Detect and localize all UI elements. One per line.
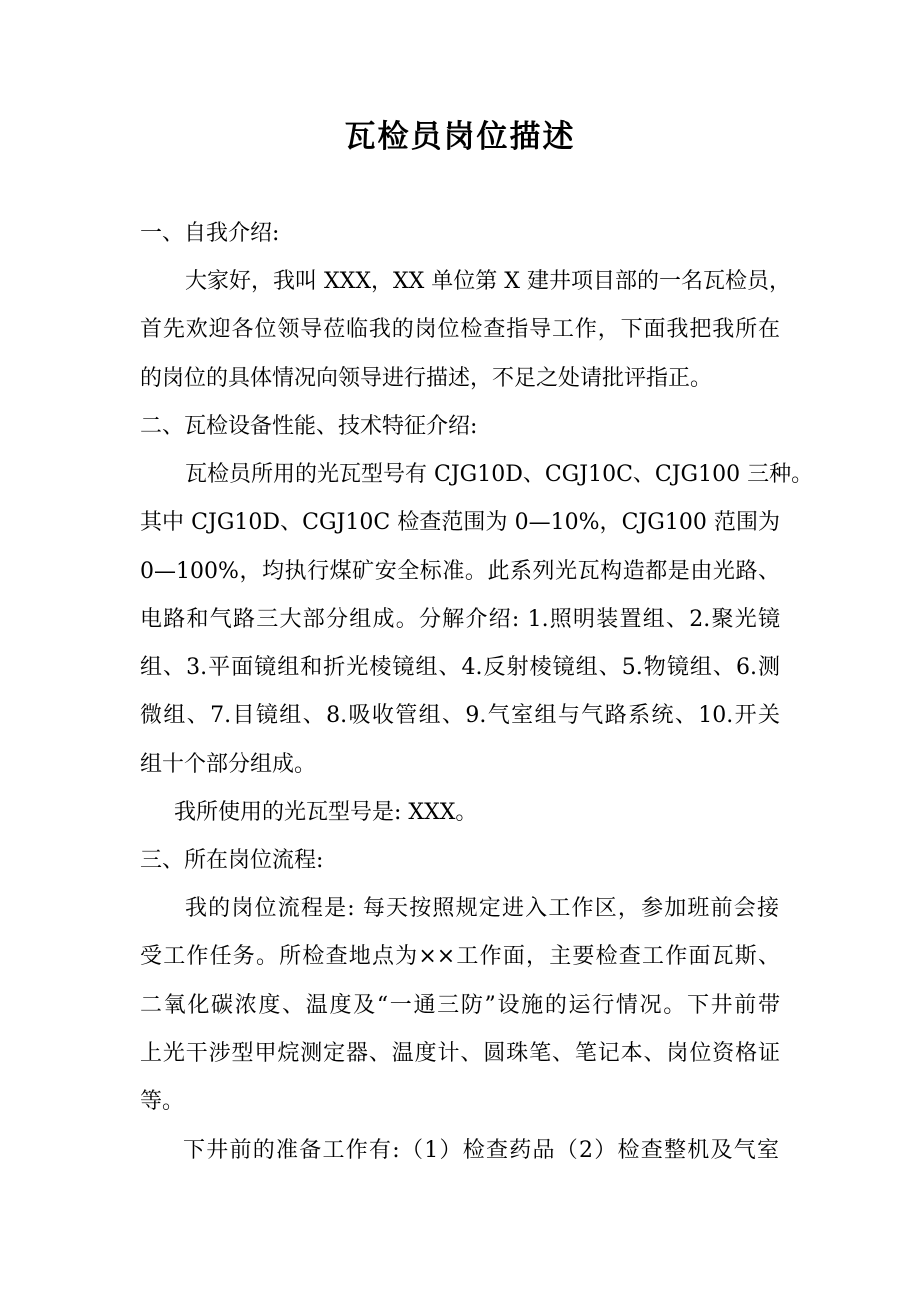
paragraph-line: 其中 CJG10D、CGJ10C 检查范围为 0—10%，CJG100 范围为 [140, 510, 780, 535]
paragraph-line: 瓦检员所用的光瓦型号有 CJG10D、CGJ10C、CJG100 三种。 [185, 462, 814, 487]
paragraph-line: 我所使用的光瓦型号是: XXX。 [174, 800, 478, 825]
paragraph-line: 组、3.平面镜组和折光棱镜组、4.反射棱镜组、5.物镜组、6.测 [140, 655, 780, 680]
paragraph-line: 上光干涉型甲烷测定器、温度计、圆珠笔、笔记本、岗位资格证 [140, 1041, 780, 1066]
section-heading-3: 三、所在岗位流程: [140, 848, 324, 873]
paragraph-line: 等。 [140, 1089, 185, 1114]
paragraph-line: 组十个部分组成。 [140, 752, 317, 777]
paragraph-line: 我的岗位流程是: 每天按照规定进入工作区，参加班前会接 [185, 896, 779, 921]
paragraph-line: 大家好，我叫 XXX，XX 单位第 X 建井项目部的一名瓦检员， [185, 269, 791, 294]
section-heading-2: 二、瓦检设备性能、技术特征介绍: [140, 414, 478, 439]
paragraph-line: 0—100%，均执行煤矿安全标准。此系列光瓦构造都是由光路、 [140, 559, 780, 584]
paragraph-line: 首先欢迎各位领导莅临我的岗位检查指导工作，下面我把我所在 [140, 317, 780, 342]
paragraph-line: 微组、7.目镜组、8.吸收管组、9.气室组与气路系统、10.开关 [140, 703, 780, 728]
paragraph-line: 电路和气路三大部分组成。分解介绍: 1.照明装置组、2.聚光镜 [140, 607, 780, 632]
paragraph-line: 二氧化碳浓度、温度及“一通三防”设施的运行情况。下井前带 [140, 993, 780, 1018]
document-title: 瓦检员岗位描述 [344, 119, 576, 155]
section-heading-1: 一、自我介绍: [140, 221, 280, 246]
paragraph-line: 下井前的准备工作有:（1）检查药品（2）检查整机及气室 [183, 1138, 779, 1163]
paragraph-line: 的岗位的具体情况向领导进行描述，不足之处请批评指正。 [140, 366, 713, 391]
paragraph-line: 受工作任务。所检查地点为××工作面，主要检查工作面瓦斯、 [140, 944, 780, 969]
